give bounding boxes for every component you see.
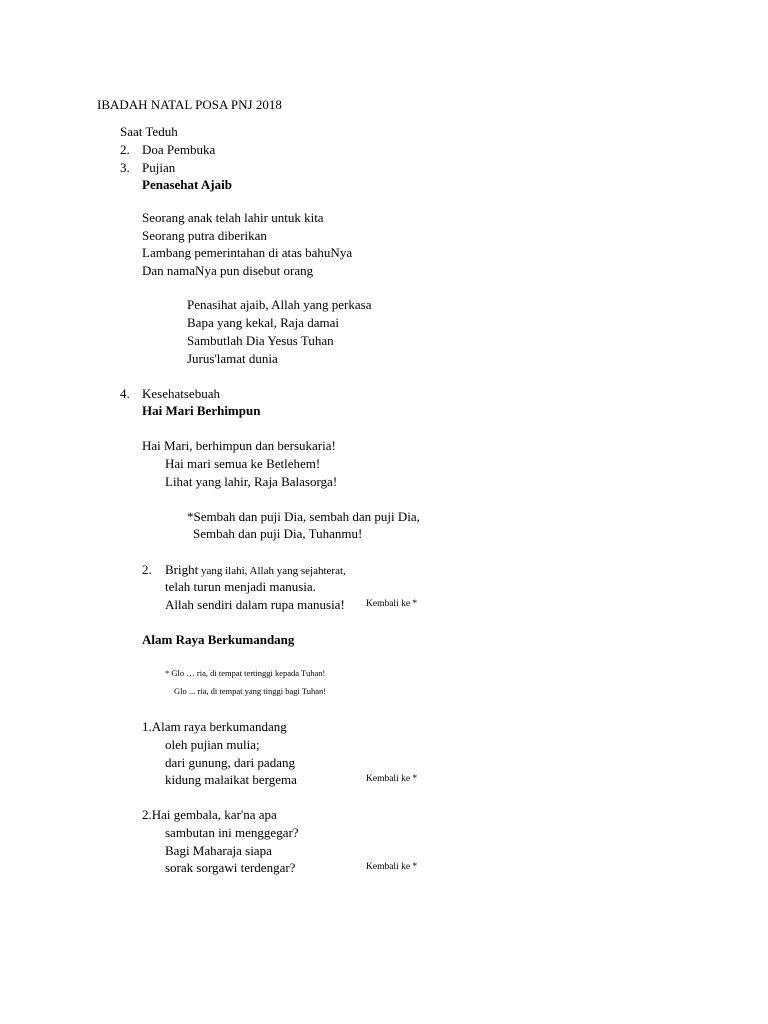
song-title: Alam Raya Berkumandang — [142, 632, 295, 647]
lyric-line: Lihat yang lahir, Raja Balasorga! — [165, 474, 338, 489]
lyric-line: sambutan ini menggegar? — [165, 825, 299, 840]
order-item-label: Doa Pembuka — [142, 142, 216, 157]
lyric-line: Dan namaNya pun disebut orang — [142, 263, 314, 278]
lyric-line: Seorang anak telah lahir untuk kita — [142, 210, 324, 225]
lyric-line — [165, 562, 346, 579]
refrain-line: * Glo … ria, di tempat tertinggi kepada Tuhan! — [165, 668, 326, 678]
lyric-line: telah turun menjadi manusia. — [165, 579, 316, 594]
document-title: IBADAH NATAL POSA PNJ 2018 — [97, 97, 282, 112]
lyric-line: Lambang pemerintahan di atas bahuNya — [142, 245, 353, 260]
order-item-number: 4. — [120, 386, 130, 401]
back-to-chorus-note: Kembali ke * — [366, 599, 418, 609]
back-to-chorus-note: Kembali ke * — [366, 774, 418, 784]
order-item-label: Pujian — [142, 160, 176, 175]
chorus-line: Penasihat ajaib, Allah yang perkasa — [187, 297, 372, 312]
chorus-line: Jurus'lamat dunia — [187, 351, 278, 366]
lyric-rest: yang ilahi, Allah yang sejahterat, — [198, 565, 346, 577]
lyric-line: Hai mari semua ke Betlehem! — [165, 456, 321, 471]
lyric-line: Seorang putra diberikan — [142, 228, 267, 243]
back-to-chorus-note: Kembali ke * — [366, 862, 418, 872]
order-item-number: 3. — [120, 160, 130, 175]
lyric-word: Bright — [165, 562, 199, 577]
lyric-line: sorak sorgawi terdengar? — [165, 860, 296, 875]
lyric-line: Hai Mari, berhimpun dan bersukaria! — [142, 438, 336, 453]
chorus-line: Bapa yang kekal, Raja damai — [187, 315, 339, 330]
lyric-line: 2.Hai gembala, kar'na apa — [142, 807, 277, 822]
refrain-line: Glo ... ria, di tempat yang tinggi bagi Tuhan! — [174, 686, 327, 696]
chorus-line: Sambutlah Dia Yesus Tuhan — [187, 333, 334, 348]
verse-number: 2. — [142, 562, 152, 577]
chorus-line: Sembah dan puji Dia, Tuhanmu! — [193, 526, 363, 541]
order-item-number: 2. — [120, 142, 130, 157]
order-item-label: Saat Teduh — [120, 124, 178, 139]
order-item-label: Kesehatsebuah — [142, 386, 220, 401]
lyric-line: Allah sendiri dalam rupa manusia! — [165, 597, 345, 612]
chorus-line: *Sembah dan puji Dia, sembah dan puji Dia, — [187, 509, 420, 524]
lyric-line: 1.Alam raya berkumandang — [142, 719, 287, 734]
lyric-line: kidung malaikat bergema — [165, 772, 297, 787]
song-title: Hai Mari Berhimpun — [142, 403, 261, 418]
lyric-line: Bagi Maharaja siapa — [165, 843, 272, 858]
lyric-line: oleh pujian mulia; — [165, 737, 260, 752]
song-title: Penasehat Ajaib — [142, 177, 232, 192]
lyric-line: dari gunung, dari padang — [165, 755, 295, 770]
